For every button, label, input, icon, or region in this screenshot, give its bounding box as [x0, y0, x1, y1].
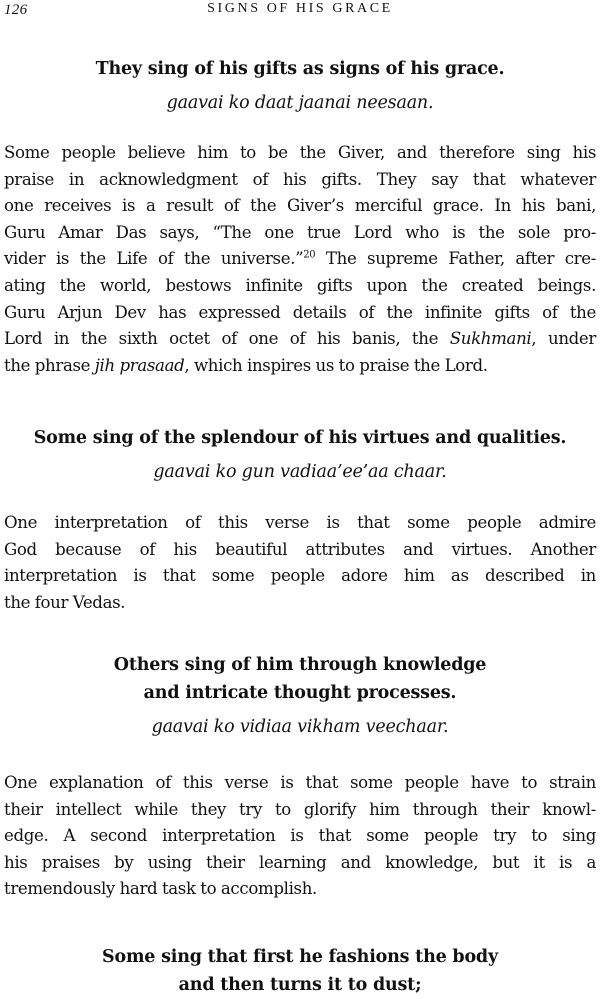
- running-title: SIGNS OF HIS GRACE: [207, 1, 393, 16]
- paragraph-line: tremendously hard task to accomplish.: [4, 879, 317, 899]
- line-text: the phrase: [4, 355, 95, 375]
- verse-1: [0, 55, 600, 117]
- line-text: Lord in the sixth octet of one of his banis, the: [4, 329, 450, 349]
- italic-term-jih-prasaad: jih prasaad: [94, 355, 185, 375]
- paragraph-line: [4, 326, 596, 353]
- line-text: , which inspires us to praise the Lord.: [184, 355, 488, 375]
- verse-3-english-line-1: Others sing of him through knowledge: [113, 655, 487, 675]
- page-number: 126: [4, 2, 28, 18]
- commentary-paragraph-2: [4, 510, 596, 616]
- verse-3: [0, 651, 600, 741]
- footnote-reference: 20: [303, 249, 316, 261]
- verse-2-transliteration: gaavai ko gun vadiaa’ee’aa chaar.: [153, 462, 447, 482]
- paragraph-line: Guru Amar Das says, “The one true Lord who is the sole pro-: [4, 222, 596, 242]
- paragraph-line: praise in acknowledgment of his gifts. They say that whatever: [4, 169, 596, 189]
- paragraph-line: One interpretation of this verse is that some people admire: [4, 513, 596, 532]
- commentary-paragraph-1: [4, 140, 596, 379]
- paragraph-line: Guru Arjun Dev has expressed details of the infinite gifts of the: [4, 302, 596, 322]
- paragraph-line: the four Vedas.: [4, 592, 126, 612]
- paragraph-line: [4, 246, 596, 273]
- verse-1-english: They sing of his gifts as signs of his grace.: [95, 59, 505, 79]
- verse-1-transliteration: gaavai ko daat jaanai neesaan.: [166, 93, 434, 113]
- verse-2-english: Some sing of the splendour of his virtues and qualities.: [33, 428, 567, 448]
- paragraph-line: edge. A second interpretation is that some people try to sing: [4, 826, 596, 846]
- verse-4-english-line-1: Some sing that first he fashions the body: [102, 947, 498, 967]
- paragraph-line: one receives is a result of the Giver’s merciful grace. In his bani,: [4, 196, 596, 216]
- italic-term-sukhmani: Sukhmani: [449, 329, 532, 349]
- paragraph-line: his praises by using their learning and knowledge, but it is a: [4, 852, 596, 872]
- verse-2: [0, 424, 600, 486]
- running-head: [0, 0, 600, 22]
- paragraph-line: Some people believe him to be the Giver, and therefore sing his: [4, 143, 596, 162]
- paragraph-line: One explanation of this verse is that some people have to strain: [4, 773, 596, 792]
- line-text: The supreme Father, after cre-: [315, 249, 596, 269]
- verse-4-english-line-2: and then turns it to dust;: [178, 975, 422, 995]
- paragraph-line: ating the world, bestows infinite gifts upon the created beings.: [4, 275, 596, 295]
- verse-4: [0, 943, 600, 999]
- line-text: vider is the Life of the universe.”: [4, 249, 304, 269]
- verse-3-transliteration: gaavai ko vidiaa vikham veechaar.: [151, 717, 449, 737]
- line-text: , under: [531, 329, 596, 349]
- paragraph-line: their intellect while they try to glorify him through their knowl-: [4, 799, 596, 819]
- paragraph-line: God because of his beautiful attributes and virtues. Another: [4, 539, 596, 559]
- paragraph-line: [4, 353, 596, 380]
- verse-3-english-line-2: and intricate thought processes.: [143, 683, 457, 703]
- commentary-paragraph-3: [4, 770, 596, 903]
- paragraph-line: interpretation is that some people adore him as described in: [4, 566, 596, 586]
